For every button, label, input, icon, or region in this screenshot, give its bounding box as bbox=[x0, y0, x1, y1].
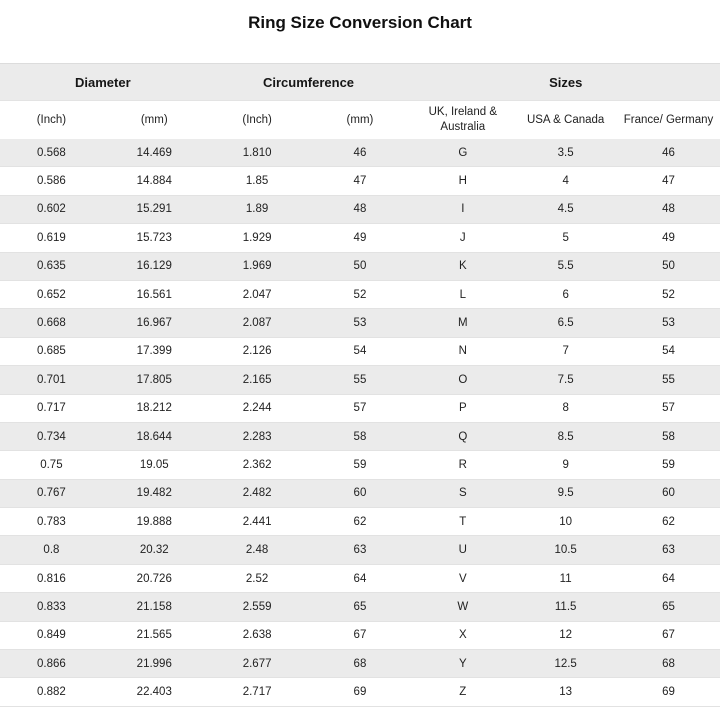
column-header: UK, Ireland & Australia bbox=[411, 101, 514, 140]
table-cell: 2.283 bbox=[206, 422, 309, 450]
table-cell: 2.638 bbox=[206, 621, 309, 649]
table-cell: 2.362 bbox=[206, 451, 309, 479]
table-cell: 2.717 bbox=[206, 678, 309, 706]
table-cell: 59 bbox=[617, 451, 720, 479]
table-cell: 0.717 bbox=[0, 394, 103, 422]
table-cell: 2.52 bbox=[206, 564, 309, 592]
table-cell: V bbox=[411, 564, 514, 592]
table-cell: 2.441 bbox=[206, 508, 309, 536]
table-cell: 0.866 bbox=[0, 650, 103, 678]
table-row bbox=[0, 451, 720, 479]
table-cell: 0.783 bbox=[0, 508, 103, 536]
column-header: (mm) bbox=[309, 101, 412, 140]
table-cell: 14.884 bbox=[103, 167, 206, 195]
table-cell: 22.403 bbox=[103, 678, 206, 706]
table-cell: 17.399 bbox=[103, 337, 206, 365]
table-cell: 1.929 bbox=[206, 224, 309, 252]
table-cell: 12.5 bbox=[514, 650, 617, 678]
table-cell: 0.882 bbox=[0, 678, 103, 706]
table-cell: 2.087 bbox=[206, 309, 309, 337]
table-cell: 7.5 bbox=[514, 366, 617, 394]
table-cell: M bbox=[411, 309, 514, 337]
table-cell: 46 bbox=[617, 139, 720, 167]
table-cell: 62 bbox=[309, 508, 412, 536]
table-cell: 69 bbox=[617, 678, 720, 706]
table-cell: 52 bbox=[309, 280, 412, 308]
table-cell: J bbox=[411, 224, 514, 252]
table-row bbox=[0, 280, 720, 308]
table-cell: 15.291 bbox=[103, 195, 206, 223]
table-cell: 1.85 bbox=[206, 167, 309, 195]
table-row bbox=[0, 621, 720, 649]
table-cell: 11.5 bbox=[514, 593, 617, 621]
table-row bbox=[0, 337, 720, 365]
table-cell: 55 bbox=[309, 366, 412, 394]
column-header: France/ Germany bbox=[617, 101, 720, 140]
table-cell: T bbox=[411, 508, 514, 536]
table-cell: 4 bbox=[514, 167, 617, 195]
table-cell: 47 bbox=[309, 167, 412, 195]
table-cell: 9 bbox=[514, 451, 617, 479]
table-cell: 57 bbox=[309, 394, 412, 422]
table-cell: O bbox=[411, 366, 514, 394]
group-header-row bbox=[0, 64, 720, 101]
table-cell: 21.158 bbox=[103, 593, 206, 621]
table-cell: 49 bbox=[617, 224, 720, 252]
table-cell: 12 bbox=[514, 621, 617, 649]
table-cell: 64 bbox=[309, 564, 412, 592]
table-cell: 2.559 bbox=[206, 593, 309, 621]
table-cell: 54 bbox=[617, 337, 720, 365]
table-cell: 65 bbox=[617, 593, 720, 621]
table-cell: 13 bbox=[514, 678, 617, 706]
table-cell: 67 bbox=[617, 621, 720, 649]
table-cell: U bbox=[411, 536, 514, 564]
table-cell: 2.244 bbox=[206, 394, 309, 422]
table-cell: 19.482 bbox=[103, 479, 206, 507]
table-cell: 5 bbox=[514, 224, 617, 252]
table-cell: 17.805 bbox=[103, 366, 206, 394]
table-cell: 54 bbox=[309, 337, 412, 365]
table-cell: 15.723 bbox=[103, 224, 206, 252]
table-cell: L bbox=[411, 280, 514, 308]
table-row bbox=[0, 422, 720, 450]
table-cell: G bbox=[411, 139, 514, 167]
table-cell: 0.767 bbox=[0, 479, 103, 507]
group-header-sizes: Sizes bbox=[411, 64, 720, 101]
table-cell: 63 bbox=[309, 536, 412, 564]
table-row bbox=[0, 394, 720, 422]
table-cell: 0.75 bbox=[0, 451, 103, 479]
table-row bbox=[0, 564, 720, 592]
table-cell: 53 bbox=[309, 309, 412, 337]
table-row bbox=[0, 650, 720, 678]
ring-size-conversion-table bbox=[0, 63, 720, 707]
table-cell: Z bbox=[411, 678, 514, 706]
table-cell: 58 bbox=[309, 422, 412, 450]
table-cell: 6.5 bbox=[514, 309, 617, 337]
table-cell: 58 bbox=[617, 422, 720, 450]
table-cell: 2.677 bbox=[206, 650, 309, 678]
table-cell: 0.816 bbox=[0, 564, 103, 592]
table-cell: 0.849 bbox=[0, 621, 103, 649]
table-cell: 21.996 bbox=[103, 650, 206, 678]
table-cell: 16.967 bbox=[103, 309, 206, 337]
table-cell: 0.668 bbox=[0, 309, 103, 337]
table-cell: 55 bbox=[617, 366, 720, 394]
table-cell: 1.969 bbox=[206, 252, 309, 280]
table-row bbox=[0, 366, 720, 394]
table-cell: Y bbox=[411, 650, 514, 678]
table-cell: 68 bbox=[309, 650, 412, 678]
table-cell: R bbox=[411, 451, 514, 479]
table-cell: 2.482 bbox=[206, 479, 309, 507]
column-header: (Inch) bbox=[0, 101, 103, 140]
table-row bbox=[0, 224, 720, 252]
table-cell: 3.5 bbox=[514, 139, 617, 167]
page-title: Ring Size Conversion Chart bbox=[248, 13, 472, 32]
table-cell: 50 bbox=[309, 252, 412, 280]
table-cell: 0.833 bbox=[0, 593, 103, 621]
table-cell: 0.568 bbox=[0, 139, 103, 167]
table-cell: X bbox=[411, 621, 514, 649]
table-cell: 49 bbox=[309, 224, 412, 252]
group-header-diameter: Diameter bbox=[0, 64, 206, 101]
table-row bbox=[0, 167, 720, 195]
table-cell: 0.8 bbox=[0, 536, 103, 564]
table-cell: 21.565 bbox=[103, 621, 206, 649]
table-cell: 68 bbox=[617, 650, 720, 678]
table-cell: 59 bbox=[309, 451, 412, 479]
table-cell: 1.89 bbox=[206, 195, 309, 223]
table-cell: 18.644 bbox=[103, 422, 206, 450]
table-cell: 20.32 bbox=[103, 536, 206, 564]
table-row bbox=[0, 252, 720, 280]
table-cell: 20.726 bbox=[103, 564, 206, 592]
table-cell: 62 bbox=[617, 508, 720, 536]
table-cell: 0.652 bbox=[0, 280, 103, 308]
table-cell: 19.888 bbox=[103, 508, 206, 536]
table-cell: 48 bbox=[617, 195, 720, 223]
table-cell: 0.602 bbox=[0, 195, 103, 223]
table-cell: 65 bbox=[309, 593, 412, 621]
table-cell: 11 bbox=[514, 564, 617, 592]
table-row bbox=[0, 508, 720, 536]
table-cell: 0.635 bbox=[0, 252, 103, 280]
table-cell: N bbox=[411, 337, 514, 365]
table-cell: 0.619 bbox=[0, 224, 103, 252]
table-row bbox=[0, 678, 720, 706]
table-cell: W bbox=[411, 593, 514, 621]
column-header: (mm) bbox=[103, 101, 206, 140]
table-cell: 2.165 bbox=[206, 366, 309, 394]
table-cell: 8.5 bbox=[514, 422, 617, 450]
table-row bbox=[0, 139, 720, 167]
table-cell: 0.701 bbox=[0, 366, 103, 394]
table-cell: 4.5 bbox=[514, 195, 617, 223]
table-cell: 60 bbox=[309, 479, 412, 507]
table-cell: 8 bbox=[514, 394, 617, 422]
table-cell: H bbox=[411, 167, 514, 195]
table-cell: 46 bbox=[309, 139, 412, 167]
column-header-row bbox=[0, 101, 720, 140]
table-row bbox=[0, 593, 720, 621]
table-cell: 9.5 bbox=[514, 479, 617, 507]
table-cell: 0.685 bbox=[0, 337, 103, 365]
table-cell: 16.561 bbox=[103, 280, 206, 308]
table-cell: 6 bbox=[514, 280, 617, 308]
table-cell: 16.129 bbox=[103, 252, 206, 280]
table-cell: K bbox=[411, 252, 514, 280]
table-cell: 69 bbox=[309, 678, 412, 706]
group-header-circumference: Circumference bbox=[206, 64, 412, 101]
table-cell: 19.05 bbox=[103, 451, 206, 479]
table-cell: 0.586 bbox=[0, 167, 103, 195]
column-header: (Inch) bbox=[206, 101, 309, 140]
table-cell: 0.734 bbox=[0, 422, 103, 450]
table-cell: 2.48 bbox=[206, 536, 309, 564]
table-row bbox=[0, 536, 720, 564]
table-head bbox=[0, 64, 720, 140]
table-cell: 2.047 bbox=[206, 280, 309, 308]
table-cell: 18.212 bbox=[103, 394, 206, 422]
table-cell: 52 bbox=[617, 280, 720, 308]
table-cell: 50 bbox=[617, 252, 720, 280]
table-row bbox=[0, 195, 720, 223]
table-cell: 10 bbox=[514, 508, 617, 536]
table-cell: P bbox=[411, 394, 514, 422]
table-body bbox=[0, 139, 720, 706]
table-cell: 1.810 bbox=[206, 139, 309, 167]
table-cell: 14.469 bbox=[103, 139, 206, 167]
table-cell: 53 bbox=[617, 309, 720, 337]
table-cell: 48 bbox=[309, 195, 412, 223]
table-cell: 63 bbox=[617, 536, 720, 564]
table-row bbox=[0, 309, 720, 337]
table-row bbox=[0, 479, 720, 507]
table-cell: S bbox=[411, 479, 514, 507]
column-header: USA & Canada bbox=[514, 101, 617, 140]
table-cell: Q bbox=[411, 422, 514, 450]
table-cell: 7 bbox=[514, 337, 617, 365]
table-cell: 64 bbox=[617, 564, 720, 592]
table-cell: 10.5 bbox=[514, 536, 617, 564]
table-cell: 2.126 bbox=[206, 337, 309, 365]
table-cell: 67 bbox=[309, 621, 412, 649]
table-cell: 47 bbox=[617, 167, 720, 195]
table-cell: I bbox=[411, 195, 514, 223]
table-cell: 5.5 bbox=[514, 252, 617, 280]
table-cell: 57 bbox=[617, 394, 720, 422]
table-cell: 60 bbox=[617, 479, 720, 507]
